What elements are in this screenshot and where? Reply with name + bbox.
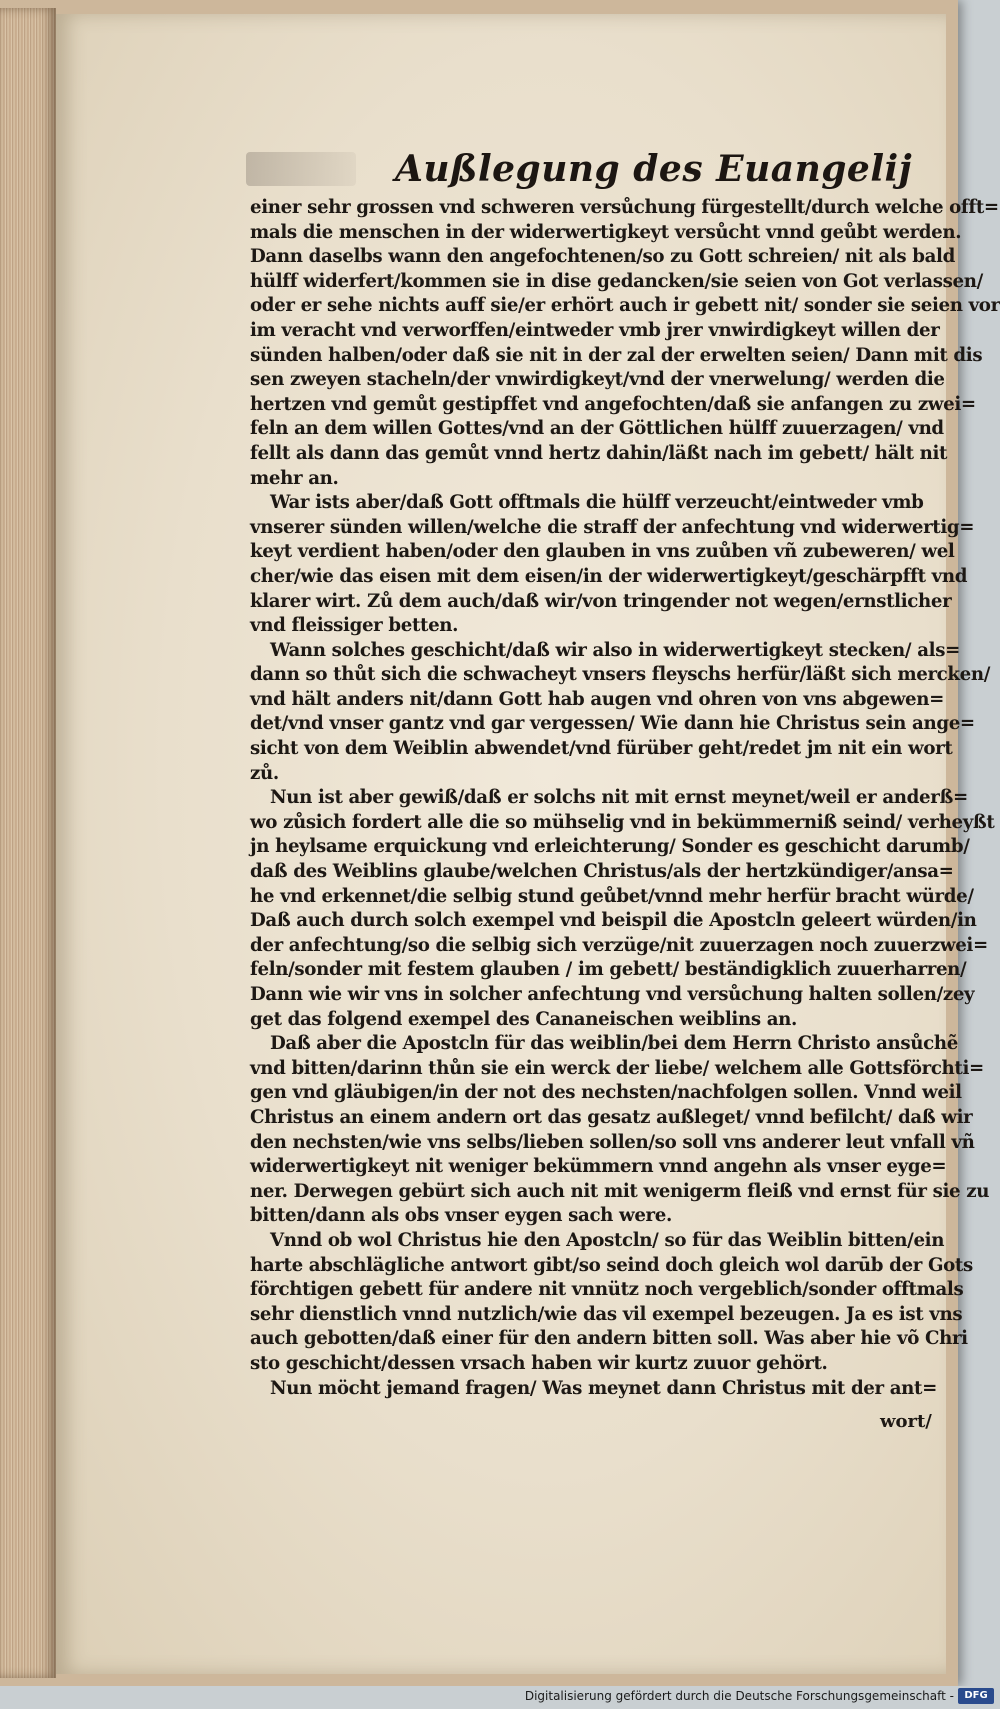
text-line: widerwertigkeyt nit weniger bekümmern vnnd angehn als vnser eyge= xyxy=(250,1156,947,1178)
text-line: vnd hält anders nit/dann Gott hab augen vnd ohren von vns abgewen= xyxy=(250,688,945,710)
text-line: harte abschlägliche antwort gibt/so seind doch gleich wol darūb der Gots xyxy=(250,1254,973,1276)
text-line: den nechsten/wie vns selbs/lieben sollen/so soll vns anderer leut vnfall vñ xyxy=(250,1131,975,1153)
text-line: get das folgend exempel des Cananeischen weiblins an. xyxy=(250,1008,798,1030)
text-line: sto geschicht/dessen vrsach haben wir kurtz zuuor gehört. xyxy=(250,1352,828,1374)
page-edges xyxy=(0,8,56,1678)
text-line: Dann wie wir vns in solcher anfechtung vnd versůchung halten sollen/zey xyxy=(250,984,975,1005)
text-line: mals die menschen in der widerwertigkeyt versůcht vnnd geůbt werden. xyxy=(250,221,962,243)
text-line: sen zweyen stacheln/der vnwirdigkeyt/vnd der vnerwelung/ werden die xyxy=(250,369,945,391)
text-line: keyt verdient haben/oder den glauben in vns zuůben vñ zubeweren/ wel xyxy=(250,541,955,563)
text-line: Daß aber die Apostcln für das weiblin/bei dem Herrn Christo ansůchẽ xyxy=(270,1033,958,1055)
text-line: cher/wie das eisen mit dem eisen/in der widerwertigkeyt/geschärpfft vnd xyxy=(250,565,968,587)
text-line: im veracht vnd verworffen/eintweder vmb jrer vnwirdigkeyt willen der xyxy=(250,319,940,341)
running-title: Außlegung des Euangelij xyxy=(395,148,913,190)
text-line: hertzen vnd gemůt gestipffet vnd angefochten/daß sie anfangen zu zwei= xyxy=(250,393,976,415)
text-line: vnd bitten/darinn thůn sie ein werck der liebe/ welchem alle Gottsförchti= xyxy=(250,1057,984,1079)
text-line: Dann daselbs wann den angefochtenen/so zu Gott schreien/ nit als bald xyxy=(250,246,955,268)
text-line: klarer wirt. Zů dem auch/daß wir/von tringender not wegen/ernstlicher xyxy=(250,590,952,612)
text-line: der anfechtung/so die selbig sich verzüge/nit zuuerzagen noch zuuerzwei= xyxy=(250,934,988,956)
text-line: fellt als dann das gemůt vnnd hertz dahin/läßt nach im gebett/ hält nit xyxy=(250,442,948,464)
footer-bar xyxy=(0,1686,1000,1709)
dfg-logo: DFG xyxy=(958,1688,994,1704)
text-block xyxy=(250,196,1000,1401)
text-line: Nun möcht jemand fragen/ Was meynet dann Christus mit der ant= xyxy=(270,1377,937,1399)
text-line: feln an dem willen Gottes/vnd an der Göttlichen hülff zuuerzagen/ vnd xyxy=(250,418,944,440)
text-line: Daß auch durch solch exempel vnd beispil die Apostcln geleert würden/in xyxy=(250,910,977,932)
text-line: daß des Weiblins glaube/welchen Christus/als der hertzkündiger/ansa= xyxy=(250,861,954,883)
text-line: einer sehr grossen vnd schweren versůchung fürgestellt/durch welche offt= xyxy=(250,197,999,218)
text-line: Wann solches geschicht/daß wir also in widerwertigkeyt stecken/ als= xyxy=(270,639,960,661)
text-line: ner. Derwegen gebürt sich auch nit mit wenigerm fleiß vnd ernst für sie zu xyxy=(250,1180,990,1202)
text-line: dann so thůt sich die schwacheyt vnsers fleyschs herfür/läßt sich mercken/ xyxy=(250,664,991,686)
text-line: sünden halben/oder daß sie nit in der zal der erwelten seien/ Dann mit dis xyxy=(250,344,983,366)
footer-credit: Digitalisierung gefördert durch die Deutsche Forschungsgemeinschaft - xyxy=(524,1689,954,1703)
text-line: Christus an einem andern ort das gesatz außleget/ vnnd befilcht/ daß wir xyxy=(250,1106,973,1128)
text-line: wo zůsich fordert alle die so mühselig vnd in bekümmerniß seind/ verheyßt xyxy=(250,811,995,833)
text-line: vnserer sünden willen/welche die straff der anfechtung vnd widerwertig= xyxy=(250,516,975,538)
text-line: zů. xyxy=(250,762,279,784)
text-line: sehr dienstlich vnnd nutzlich/wie das vil exempel bezeugen. Ja es ist vns xyxy=(250,1303,963,1325)
text-line: Vnnd ob wol Christus hie den Apostcln/ so für das Weiblin bitten/ein xyxy=(270,1229,945,1251)
text-line: hülff widerfert/kommen sie in dise gedancken/sie seien von Got verlassen/ xyxy=(250,270,983,292)
text-line: War ists aber/daß Gott offtmals die hülff verzeucht/eintweder vmb xyxy=(270,492,924,514)
text-line: jn heylsame erquickung vnd erleichterung/ Sonder es geschicht darumb/ xyxy=(250,836,970,858)
text-line: mehr an. xyxy=(250,467,339,489)
text-line: auch gebotten/daß einer für den andern bitten soll. Was aber hie võ Chri xyxy=(250,1328,968,1350)
text-line: he vnd erkennet/die selbig stund geůbet/vnnd mehr herfür bracht würde/ xyxy=(250,885,974,907)
text-line: vnd fleissiger betten. xyxy=(250,615,459,637)
text-line: det/vnd vnser gantz vnd gar vergessen/ Wie dann hie Christus sein ange= xyxy=(250,713,975,735)
text-line: sicht von dem Weiblin abwendet/vnd fürüber geht/redet jm nit ein wort xyxy=(250,738,953,760)
text-line: bitten/dann als obs vnser eygen sach were. xyxy=(250,1205,672,1227)
text-line: oder er sehe nichts auff sie/er erhört auch ir gebett nit/ sonder sie seien vor xyxy=(250,295,1000,317)
title-smudge xyxy=(246,152,356,186)
text-line: Nun ist aber gewiß/daß er solchs nit mit ernst meynet/weil er anderß= xyxy=(270,787,968,809)
text-line: feln/sonder mit festem glauben / im gebett/ beständigklich zuuerharren/ xyxy=(250,959,967,981)
text-line: gen vnd gläubigen/in der not des nechsten/nachfolgen sollen. Vnnd weil xyxy=(250,1082,962,1104)
text-line: förchtigen gebett für andere nit vnnütz noch vergeblich/sonder offtmals xyxy=(250,1279,964,1301)
catchword: wort/ xyxy=(880,1411,932,1432)
